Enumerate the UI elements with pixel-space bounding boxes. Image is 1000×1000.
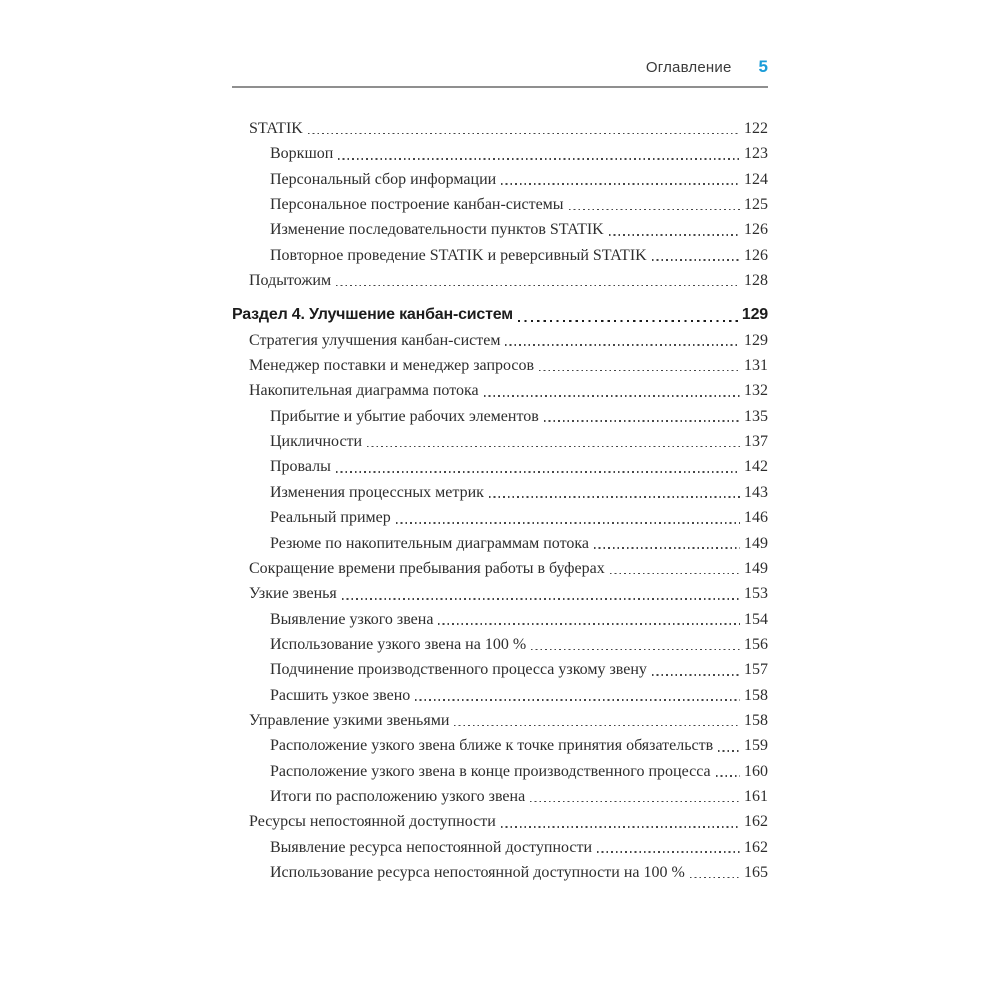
toc-entry-page: 149 (744, 559, 768, 577)
toc-entry-row (232, 192, 768, 217)
toc-entry-row (232, 378, 768, 403)
page-number: 5 (758, 57, 768, 76)
dot-leader (454, 725, 740, 727)
toc-list (232, 116, 768, 885)
toc-entry-title: Изменения процессных метрик (270, 483, 484, 501)
toc-entry-row (232, 243, 768, 268)
toc-entry-page: 131 (744, 357, 768, 375)
toc-entry-title: Провалы (270, 458, 331, 476)
toc-entry-title: Персональный сбор информации (270, 170, 497, 188)
toc-entry-page: 142 (744, 458, 768, 476)
toc-entry-row (232, 116, 768, 141)
toc-entry-page: 122 (744, 120, 768, 137)
toc-entry-title: Ресурсы непостоянной доступности (249, 813, 496, 831)
toc-entry-row (232, 809, 768, 834)
toc-entry-title: Резюме по накопительным диаграммам потока (270, 534, 589, 552)
toc-entry-row (232, 581, 768, 606)
toc-entry-row (232, 708, 768, 733)
toc-entry-title: Прибытие и убытие рабочих элементов (270, 407, 539, 425)
toc-entry-title: Итоги по расположению узкого звена (270, 787, 526, 805)
toc-entry-row (232, 429, 768, 454)
toc-entry-row (232, 167, 768, 192)
dot-leader (597, 851, 740, 853)
dot-leader (718, 750, 740, 752)
toc-entry-title: Персональное построение канбан-системы (270, 196, 564, 214)
toc-entry-row (232, 607, 768, 632)
dot-leader (539, 370, 740, 372)
toc-entry-row (232, 328, 768, 353)
toc-entry-page: 129 (744, 331, 768, 349)
toc-entry-page: 159 (744, 737, 768, 755)
toc-entry-title: Стратегия улучшения канбан-систем (249, 331, 501, 349)
running-header (232, 57, 768, 88)
toc-entry-page: 125 (744, 196, 768, 214)
toc-entry-row (232, 683, 768, 708)
toc-entry-title: Воркшоп (270, 145, 334, 163)
toc-entry-page: 137 (744, 433, 768, 451)
dot-leader (716, 775, 740, 777)
toc-entry-title: Цикличности (270, 433, 363, 451)
dot-leader (609, 234, 740, 236)
toc-entry-page: 143 (744, 483, 768, 501)
toc-entry-row (232, 733, 768, 758)
toc-entry-title: Выявление ресурса непостоянной доступности (270, 838, 593, 856)
dot-leader (531, 649, 740, 651)
toc-entry-title: Изменение последовательности пунктов STATIK (270, 221, 604, 239)
dot-leader (342, 598, 740, 600)
toc-entry-row (232, 268, 768, 293)
dot-leader (489, 496, 740, 498)
dot-leader (308, 133, 740, 135)
toc-entry-row (232, 784, 768, 809)
dot-leader (594, 547, 740, 549)
dot-leader (569, 209, 740, 211)
toc-entry-title: Использование ресурса непостоянной доступности на 100 % (270, 863, 685, 881)
dot-leader (415, 699, 740, 701)
toc-entry-page: 126 (744, 246, 768, 264)
dot-leader (501, 183, 740, 185)
dot-leader (484, 395, 740, 397)
toc-entry-row (232, 480, 768, 505)
toc-entry-page: 132 (744, 382, 768, 400)
toc-entry-row (232, 217, 768, 242)
dot-leader (505, 344, 740, 346)
toc-entry-row (232, 404, 768, 429)
toc-entry-title: Менеджер поставки и менеджер запросов (249, 357, 535, 375)
toc-entry-row (232, 632, 768, 657)
toc-entry-title: Использование узкого звена на 100 % (270, 635, 527, 653)
toc-section-title: Раздел 4. Улучшение канбан-систем (232, 306, 513, 324)
toc-entry-row (232, 860, 768, 885)
toc-entry-title: Расшить узкое звено (270, 686, 411, 704)
dot-leader (610, 573, 740, 575)
toc-entry-row (232, 454, 768, 479)
toc-entry-title: Реальный пример (270, 509, 391, 527)
toc-section-row (232, 302, 768, 327)
toc-entry-page: 128 (744, 272, 768, 290)
toc-entry-title: Подытожим (249, 272, 332, 290)
dot-leader (690, 877, 740, 879)
dot-leader (652, 674, 740, 676)
toc-entry-page: 135 (744, 407, 768, 425)
toc-entry-title: Расположение узкого звена ближе к точке принятия обязательств (270, 737, 714, 755)
toc-entry-row (232, 141, 768, 166)
toc-entry-title: Расположение узкого звена в конце производственного процесса (270, 762, 711, 780)
dot-leader (367, 446, 740, 448)
toc-entry-page: 154 (744, 610, 768, 628)
toc-entry-row (232, 353, 768, 378)
toc-entry-row (232, 759, 768, 784)
dot-leader (530, 801, 740, 803)
toc-entry-title: Повторное проведение STATIK и реверсивный STATIK (270, 246, 647, 264)
toc-entry-title: STATIK (249, 120, 303, 137)
toc-entry-page: 162 (744, 813, 768, 831)
running-header-title: Оглавление (645, 59, 732, 76)
toc-entry-row (232, 505, 768, 530)
toc-entry-title: Подчинение производственного процесса узкому звену (270, 661, 647, 679)
toc-entry-title: Выявление узкого звена (270, 610, 434, 628)
toc-entry-page: 146 (744, 509, 768, 527)
dot-leader (438, 623, 740, 625)
toc-entry-title: Узкие звенья (249, 585, 337, 603)
toc-entry-page: 153 (744, 585, 768, 603)
dot-leader (338, 158, 740, 160)
dot-leader (336, 471, 740, 473)
toc-entry-page: 165 (744, 863, 768, 881)
toc-entry-page: 160 (744, 762, 768, 780)
toc-entry-page: 129 (741, 306, 768, 324)
toc-entry-page: 123 (744, 145, 768, 163)
toc-entry-page: 149 (744, 534, 768, 552)
toc-entry-row (232, 556, 768, 581)
toc-entry-row (232, 531, 768, 556)
toc-entry-row (232, 657, 768, 682)
dot-leader (336, 285, 740, 287)
dot-leader (501, 826, 740, 828)
dot-leader (544, 420, 740, 422)
toc-entry-page: 124 (744, 170, 768, 188)
toc-entry-page: 162 (744, 838, 768, 856)
toc-entry-row (232, 835, 768, 860)
toc-entry-title: Сокращение времени пребывания работы в буферах (249, 559, 605, 577)
dot-leader (396, 522, 740, 524)
toc-entry-page: 156 (744, 635, 768, 653)
toc-entry-title: Управление узкими звеньями (249, 711, 450, 729)
toc-entry-title: Накопительная диаграмма потока (249, 382, 479, 400)
toc-entry-page: 158 (744, 686, 768, 704)
toc-entry-page: 126 (744, 221, 768, 239)
toc-entry-page: 157 (744, 661, 768, 679)
toc-entry-page: 161 (744, 787, 768, 805)
dot-leader (518, 320, 738, 322)
toc-entry-page: 158 (744, 711, 768, 729)
dot-leader (652, 259, 740, 261)
